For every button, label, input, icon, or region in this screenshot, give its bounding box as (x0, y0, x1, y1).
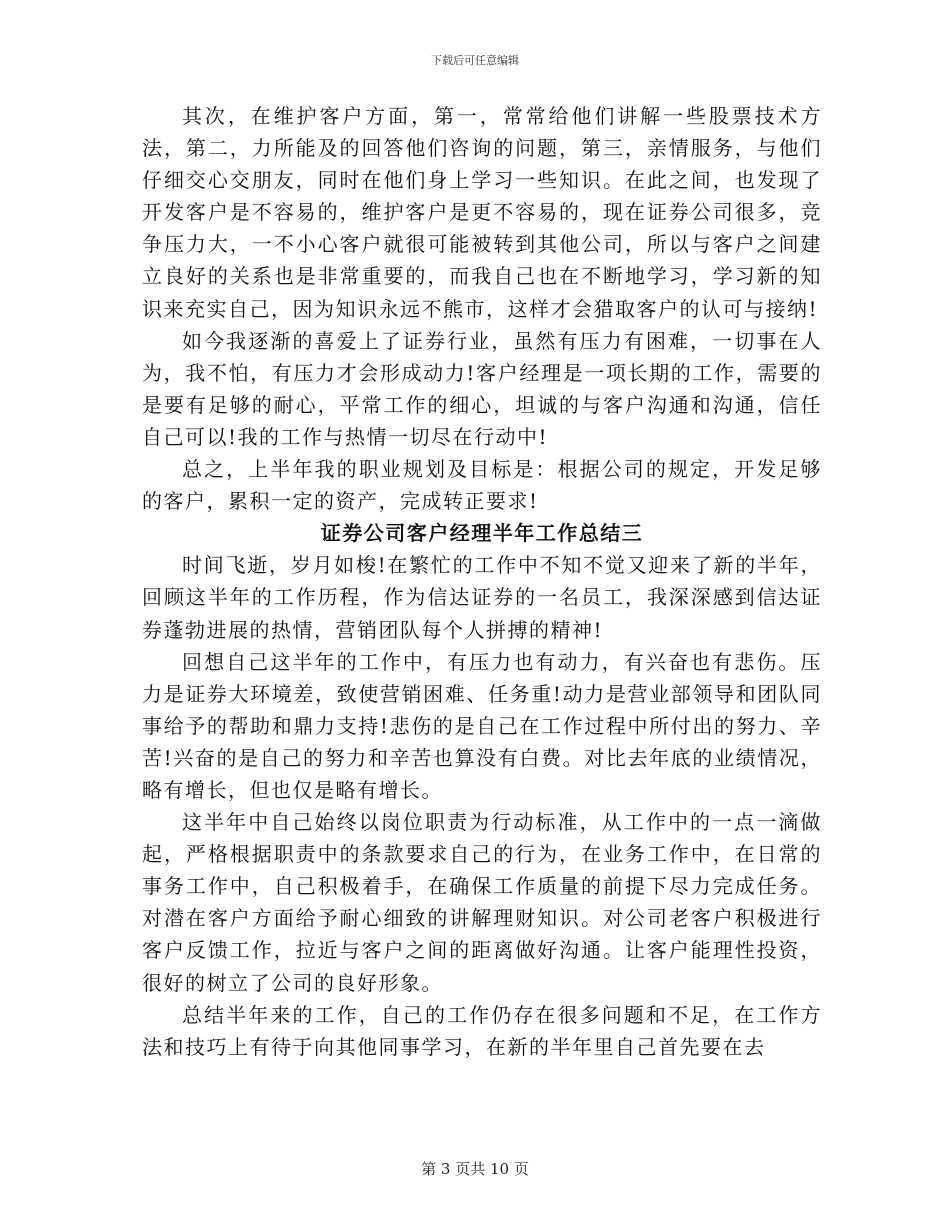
paragraph-summary: 总结半年来的工作，自己的工作仍存在很多问题和不足，在工作方法和技巧上有待于向其他同事学习，在新的半年里自己首先要在去 (142, 1002, 822, 1059)
paragraph-job-duties: 这半年中自己始终以岗位职责为行动标准，从工作中的一点一滴做起，严格根据职责中的条款要求自己的行为，在业务工作中，在日常的事务工作中，自己积极着手，在确保工作质量的前提下尽力完成任务。对潜在客户方面给予耐心细致的讲解理财知识。对公司老客户积极进行客户反馈工作，拉近与客户之间的距离做好沟通。让客户能理性投资，很好的树立了公司的良好形象。 (142, 810, 822, 995)
paragraph-time-flies: 时间飞逝，岁月如梭!在繁忙的工作中不知不觉又迎来了新的半年，回顾这半年的工作历程，作为信达证券的一名员工，我深深感到信达证券蓬勃进展的热情，营销团队每个人拼搏的精神! (142, 553, 822, 642)
paragraph-client-maintenance: 其次，在维护客户方面，第一，常常给他们讲解一些股票技术方法，第二，力所能及的回答他们咨询的问题，第三，亲情服务，与他们仔细交心交朋友，同时在他们身上学习一些知识。在此之间，也发现了开发客户是不容易的，维护客户是更不容易的，现在证券公司很多，竞争压力大，一不小心客户就很可能被转到其他公司，所以与客户之间建立良好的关系也是非常重要的，而我自己也在不断地学习，学习新的知识来充实自己，因为知识永远不熊市，这样才会猎取客户的认可与接纳! (142, 104, 822, 321)
section-title: 证券公司客户经理半年工作总结三 (320, 521, 644, 546)
page-footer: 第 3 页共 10 页 (421, 1160, 529, 1178)
page-header: 下载后可任意编辑 (431, 54, 519, 67)
paragraph-love-securities: 如今我逐渐的喜爱上了证券行业，虽然有压力有困难，一切事在人为，我不怕，有压力才会形成动力!客户经理是一项长期的工作，需要的是要有足够的耐心，平常工作的细心，坦诚的与客户沟通和沟通，信任自己可以!我的工作与热情一切尽在行动中! (142, 328, 822, 449)
paragraph-career-goals: 总之，上半年我的职业规划及目标是：根据公司的规定，开发足够的客户，累积一定的资产，完成转正要求! (142, 457, 822, 514)
document-body (142, 100, 822, 1063)
paragraph-reflection: 回想自己这半年的工作中，有压力也有动力，有兴奋也有悲伤。压力是证券大环境差，致使营销困难、任务重!动力是营业部领导和团队同事给予的帮助和鼎力支持!悲伤的是自己在工作过程中所付出的努力、辛苦!兴奋的是自己的努力和辛苦也算没有白费。对比去年底的业绩情况，略有增长，但也仅是略有增长。 (142, 649, 822, 802)
